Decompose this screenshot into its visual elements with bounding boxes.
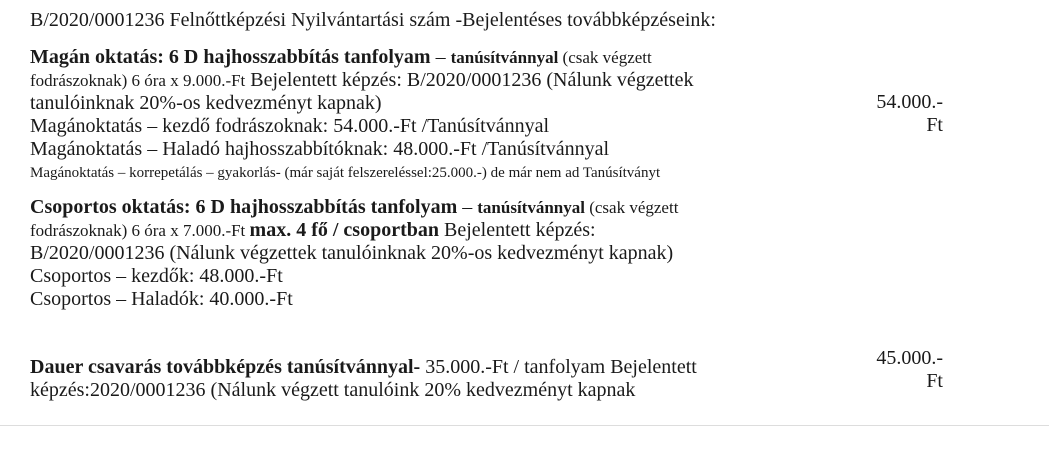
group-max: max. 4 fő / csoportban <box>249 219 439 241</box>
private-title: Magán oktatás: 6 D hajhosszabbítás tanfolyam <box>30 46 431 68</box>
private-advanced: Magánoktatás – Haladó hajhosszabbítóknak: 48.000.-Ft /Tanúsítvánnyal <box>30 138 610 160</box>
private-discount: tanulóinknak 20%-os kedvezményt kapnak) <box>30 92 382 114</box>
private-practice: Magánoktatás – korrepetálás – gyakorlás- (már saját felszereléssel:25.000.-) de már nem ad Tanúsítványt <box>30 165 661 181</box>
private-cert: tanúsítvánnyal <box>450 48 559 67</box>
group-advanced: Csoportos – Haladók: 40.000.-Ft <box>30 288 293 310</box>
group-cert: tanúsítvánnyal <box>477 198 585 217</box>
group-title-line: Csoportos oktatás: 6 D hajhosszabbítás tanfolyam – tanúsítvánnyal (csak végzett <box>30 196 679 218</box>
group-beginner: Csoportos – kezdők: 48.000.-Ft <box>30 265 283 287</box>
divider <box>0 425 1049 426</box>
private-price: 54.000.- Ft <box>876 91 943 136</box>
perm-line-2: képzés:2020/0001236 (Nálunk végzett tanulóink 20% kedvezményt kapnak <box>30 379 636 401</box>
group-title: Csoportos oktatás: 6 D hajhosszabbítás tanfolyam <box>30 196 458 218</box>
private-beginner: Magánoktatás – kezdő fodrászoknak: 54.000.-Ft /Tanúsítvánnyal <box>30 115 550 137</box>
perm-price: 45.000.- Ft <box>876 347 943 392</box>
group-price-line: fodrászoknak) 6 óra x 7.000.-Ft max. 4 fő / csoportban Bejelentett képzés: <box>30 219 596 241</box>
registration-header: B/2020/0001236 Felnőttképzési Nyilvántartási szám -Bejelentéses továbbképzéseink: <box>30 9 716 31</box>
group-discount: B/2020/0001236 (Nálunk végzettek tanulóinknak 20%-os kedvezményt kapnak) <box>30 242 674 264</box>
private-title-line: Magán oktatás: 6 D hajhosszabbítás tanfolyam – tanúsítvánnyal (csak végzett <box>30 46 652 68</box>
perm-title: Dauer csavarás továbbképzés tanúsítvánnyal- <box>30 356 421 378</box>
perm-line-1: Dauer csavarás továbbképzés tanúsítvánnyal- 35.000.-Ft / tanfolyam Bejelentett <box>30 356 697 378</box>
private-price-line: fodrászoknak) 6 óra x 9.000.-Ft Bejelentett képzés: B/2020/0001236 (Nálunk végzettek <box>30 69 694 91</box>
